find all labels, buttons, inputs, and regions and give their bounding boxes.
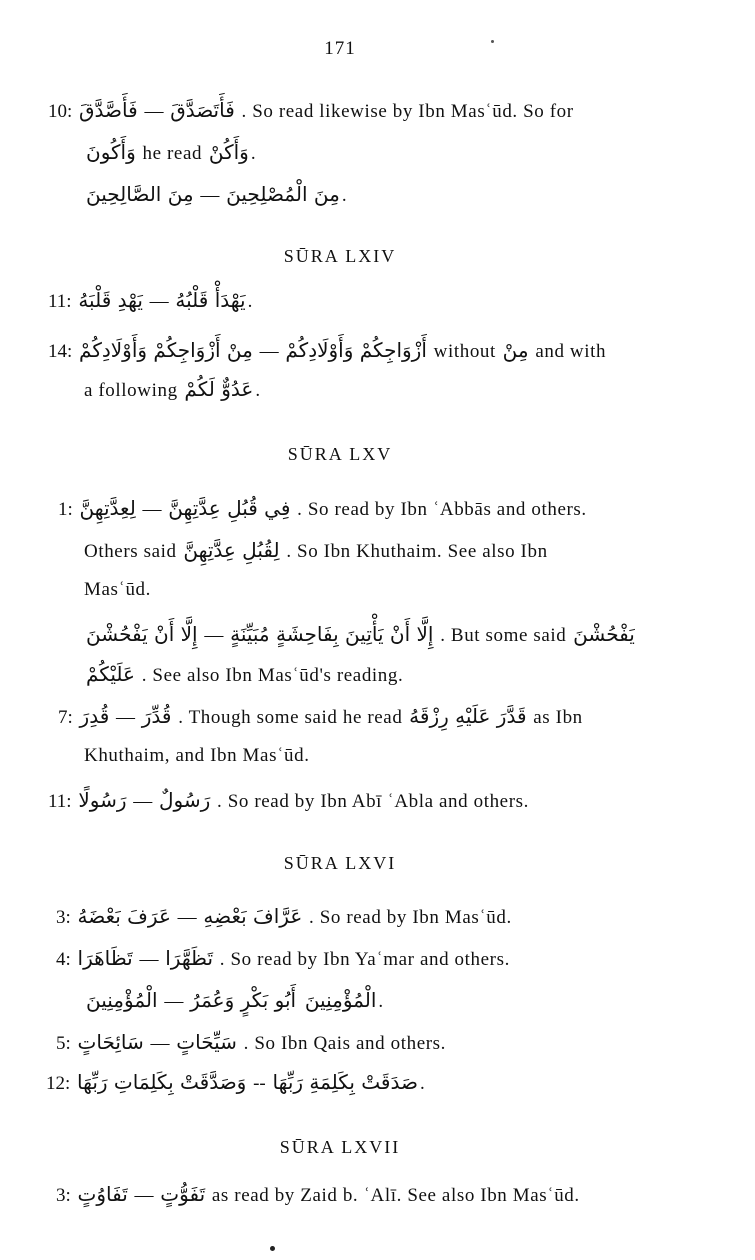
verse-number: 14: xyxy=(48,341,73,362)
arabic-reading: فَأَصَّدَّقَ xyxy=(79,98,138,122)
arabic-reading: سَائِحَاتٍ xyxy=(77,1030,144,1054)
arabic-reading: عَرَّافَ بَعْضِهِ xyxy=(203,904,303,928)
entry-11-line xyxy=(48,786,529,816)
verse-number: 3: xyxy=(56,907,71,928)
commentary-text: . So read by Ibn Abī ʿAbla and others. xyxy=(217,791,529,812)
verse-number: 7: xyxy=(58,707,73,728)
verse-number: 5: xyxy=(56,1033,71,1054)
commentary-text: Khuthaim, and Ibn Masʿūd. xyxy=(84,745,310,766)
entry-10-line-3 xyxy=(84,180,347,210)
arabic-reading: فِي قُبُلِ عِدَّتِهِنَّ xyxy=(168,496,291,520)
period: . xyxy=(341,185,347,206)
commentary-text: . So read likewise by Ibn Masʿūd. So for xyxy=(241,101,574,122)
sura-heading: SŪRA LXVII xyxy=(279,1137,401,1157)
entry-7-line-2 xyxy=(84,742,310,770)
commentary-text: and with xyxy=(535,341,607,362)
arabic-reading: رَسُولٌ xyxy=(158,788,211,812)
commentary-text: Others said xyxy=(84,541,177,562)
ink-mark xyxy=(270,1246,275,1251)
commentary-text: . So read by Ibn ʿAbbās and others. xyxy=(297,499,587,520)
dash: — xyxy=(200,185,220,206)
commentary-text: Masʿūd. xyxy=(84,579,151,600)
arabic-reading: يَفْحُشْنَ xyxy=(573,622,635,646)
verse-number: 11: xyxy=(48,291,72,312)
dash: — xyxy=(142,499,162,520)
verse-number: 11: xyxy=(48,791,72,812)
entry-11-line xyxy=(48,286,252,316)
dash: — xyxy=(133,791,153,812)
arabic-reading: صَدَقَتْ بِكَلِمَةِ رَبِّهَا xyxy=(272,1070,418,1094)
sura-heading: SŪRA LXV xyxy=(287,444,393,464)
arabic-reading: يَهْدَأْ قَلْبُهُ xyxy=(175,288,246,312)
commentary-text: a following xyxy=(84,380,178,401)
period: . xyxy=(378,991,384,1012)
commentary-text: . So Ibn Qais and others. xyxy=(243,1033,446,1054)
arabic-reading: عَلَيْكُمْ xyxy=(86,662,135,686)
commentary-text: . But some said xyxy=(440,625,567,646)
commentary-text: . So read by Ibn Masʿūd. xyxy=(309,907,512,928)
arabic-reading: عَدُوٌّ لَكُمْ xyxy=(184,377,254,401)
verse-number: 1: xyxy=(58,499,73,520)
commentary-text: . See also Ibn Masʿūd's reading. xyxy=(141,665,404,686)
arabic-reading: فَأَتَصَدَّقَ xyxy=(170,98,235,122)
entry-4-line-2 xyxy=(84,986,383,1016)
dash: — xyxy=(204,625,224,646)
arabic-reading: الْمُؤْمِنِينَ xyxy=(86,988,158,1012)
page-number: 171 xyxy=(324,38,356,59)
arabic-reading: أَزْوَاجِكُمْ وَأَوْلَادِكُمْ xyxy=(285,338,427,362)
commentary-text: . So read by Ibn Yaʿmar and others. xyxy=(219,949,510,970)
arabic-reading: قُدِرَ xyxy=(79,704,110,728)
arabic-reading: وَأَكُونَ xyxy=(86,140,136,164)
verse-number: 4: xyxy=(56,949,71,970)
dash: — xyxy=(149,291,169,312)
commentary-text: . Though some said he read xyxy=(178,707,403,728)
dash: — xyxy=(144,101,164,122)
entry-1-line-3 xyxy=(84,576,151,604)
entry-10-line-2 xyxy=(84,138,256,168)
arabic-reading: لِقُبُلِ عِدَّتِهِنَّ xyxy=(183,538,280,562)
period: . xyxy=(419,1073,425,1094)
arabic-reading: قَدَّرَ عَلَيْهِ رِزْقَهُ xyxy=(409,704,527,728)
entry-1-line-4 xyxy=(84,620,637,650)
dash: — xyxy=(259,341,279,362)
arabic-reading: إِلَّا أَنْ يَأْتِينَ بِفَاحِشَةٍ مُبَيِّنَةٍ xyxy=(230,622,434,646)
arabic-reading: تَظَاهَرَا xyxy=(77,946,133,970)
commentary-text: as read by Zaid b. ʿAlī. See also Ibn Masʿūd. xyxy=(211,1185,580,1206)
sura-heading: SŪRA LXIV xyxy=(283,246,397,266)
arabic-reading: إِلَّا أَنْ يَفْحُشْنَ xyxy=(86,622,198,646)
entry-14-line-2 xyxy=(84,375,260,405)
arabic-reading: رَسُولًا xyxy=(78,788,127,812)
commentary-text: as Ibn xyxy=(533,707,583,728)
arabic-reading: مِنْ xyxy=(502,338,529,362)
verse-number: 10: xyxy=(48,101,73,122)
dash: — xyxy=(139,949,159,970)
arabic-reading: يَهْدِ قَلْبَهُ xyxy=(78,288,143,312)
arabic-reading: وَصَدَّقَتْ بِكَلِمَاتِ رَبِّهَا xyxy=(77,1070,247,1094)
arabic-reading: عَرَفَ بَعْضَهُ xyxy=(77,904,171,928)
verse-number: 3: xyxy=(56,1185,71,1206)
arabic-reading: أَبُو بَكْرٍ وَعُمَرُ xyxy=(190,988,297,1012)
arabic-reading: مِنَ الْمُصْلِحِينَ xyxy=(226,182,340,206)
dash: — xyxy=(116,707,135,728)
arabic-reading: تَظَهَّرَا xyxy=(165,946,214,970)
commentary-text: . So Ibn Khuthaim. See also Ibn xyxy=(286,541,548,562)
period: . xyxy=(247,291,253,312)
arabic-reading: مِنْ أَزْوَاجِكُمْ وَأَوْلَادِكُمْ xyxy=(79,338,253,362)
arabic-reading: الْمُؤْمِنِينَ xyxy=(304,988,377,1012)
arabic-reading: مِنَ الصَّالِحِينَ xyxy=(86,182,194,206)
commentary-text: he read xyxy=(142,143,203,164)
period: . xyxy=(250,143,256,164)
arabic-reading: سَيِّحَاتٍ xyxy=(176,1030,237,1054)
arabic-reading: تَفَوُّتٍ xyxy=(160,1182,206,1206)
dash: -- xyxy=(253,1073,266,1094)
arabic-reading: قُدِّرَ xyxy=(141,704,172,728)
dash: — xyxy=(177,907,197,928)
entry-1-line-5 xyxy=(84,660,403,690)
period: . xyxy=(255,380,261,401)
arabic-reading: لِعِدَّتِهِنَّ xyxy=(79,496,136,520)
arabic-reading: وَأَكُنْ xyxy=(208,140,249,164)
dash: — xyxy=(164,991,184,1012)
commentary-text: without xyxy=(433,341,496,362)
dash: — xyxy=(150,1033,170,1054)
entry-5-line xyxy=(56,1028,446,1058)
entry-3-line xyxy=(56,902,512,932)
entry-1-line-1 xyxy=(58,494,587,524)
arabic-reading: تَفَاوُتٍ xyxy=(77,1182,128,1206)
verse-number: 12: xyxy=(46,1073,71,1094)
entry-1-line-2 xyxy=(84,536,548,566)
entry-3-line xyxy=(56,1180,580,1210)
dash: — xyxy=(134,1185,154,1206)
entry-7-line-1 xyxy=(58,702,583,732)
entry-12-line xyxy=(46,1068,425,1098)
sura-heading: SŪRA LXVI xyxy=(283,853,397,873)
entry-14-line-1 xyxy=(48,336,606,366)
entry-10-line-1 xyxy=(48,96,574,126)
entry-4-line-1 xyxy=(56,944,510,974)
